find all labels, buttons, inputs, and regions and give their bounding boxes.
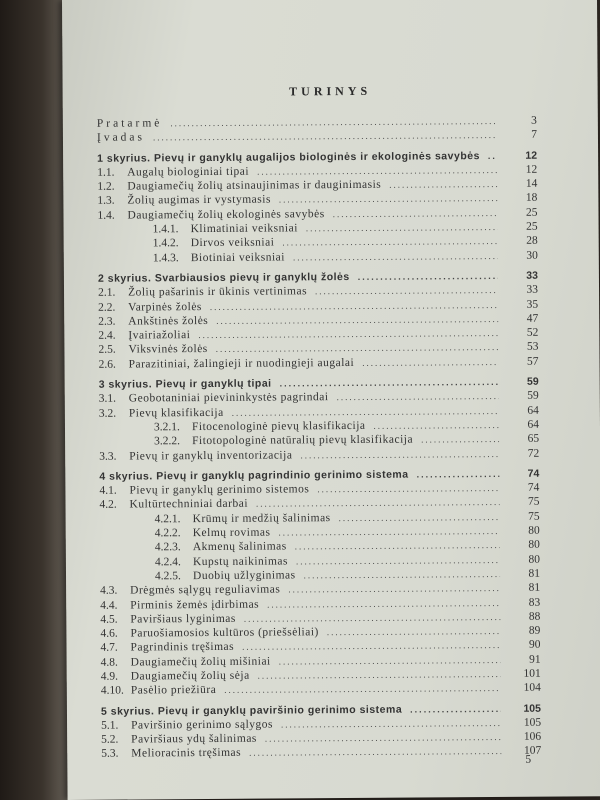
entry-number: 2.5. <box>98 344 116 357</box>
dot-leader <box>337 391 499 402</box>
entry-page: 80 <box>528 538 540 552</box>
entry-title: Įvairiažoliai <box>128 329 191 342</box>
entry-number: 1.1. <box>97 166 115 179</box>
dot-leader <box>333 208 498 219</box>
entry-title: Daugiamečių žolių atsinaujinimas ir dauginimasis <box>127 178 382 193</box>
dot-leader <box>232 406 499 418</box>
entry-number: 4.9. <box>100 670 119 683</box>
dot-leader <box>278 526 499 538</box>
dot-leader <box>216 314 498 326</box>
dot-leader <box>153 130 497 142</box>
entry-title: Pievų klasifikacija <box>128 406 224 420</box>
book-gutter <box>0 0 70 800</box>
entry-page: 59 <box>526 375 539 388</box>
toc-entry <box>99 447 539 464</box>
entry-page: 74 <box>527 467 540 480</box>
entry-page: 47 <box>526 312 539 325</box>
entry-page: 81 <box>528 567 541 580</box>
entry-page: 80 <box>528 524 540 537</box>
page-title: TURINYS <box>289 83 372 99</box>
entry-page: 64 <box>527 404 539 417</box>
dot-leader <box>421 434 499 445</box>
dot-leader <box>249 746 501 758</box>
dot-leader <box>279 655 501 667</box>
entry-page: 75 <box>528 510 540 523</box>
dot-leader <box>210 300 498 312</box>
entry-page: 65 <box>527 432 540 445</box>
entry-page: 3 <box>531 114 537 127</box>
entry-page: 101 <box>523 667 541 680</box>
dot-leader <box>281 718 501 730</box>
dot-leader <box>258 669 501 681</box>
entry-title: Geobotaniniai pievininkystės pagrindai <box>128 391 329 405</box>
entry-title: Varpinės žolės <box>128 300 202 314</box>
dot-leader <box>296 555 500 566</box>
dot-leader <box>327 626 501 637</box>
entry-page: 52 <box>526 326 539 339</box>
dot-leader <box>300 448 499 459</box>
entry-number: 4.2.3. <box>154 541 181 554</box>
entry-page: 91 <box>529 653 541 666</box>
entry-title: Įvadas <box>96 131 146 145</box>
entry-title: Pievų ir ganyklų inventorizacija <box>129 448 293 463</box>
entry-page: 12 <box>525 149 538 162</box>
table-of-contents <box>97 115 541 763</box>
dot-leader <box>280 377 499 389</box>
entry-title: Daugiamečių žolių sėja <box>130 669 250 683</box>
entry-title: Pievų ir ganyklų gerinimo sistemos <box>129 483 310 497</box>
entry-page: 53 <box>526 341 539 354</box>
entry-number: 2.1. <box>98 286 116 300</box>
entry-page: 107 <box>523 745 542 758</box>
toc-entry <box>99 355 539 372</box>
dot-leader <box>339 512 500 523</box>
entry-page: 81 <box>528 581 541 594</box>
dot-leader <box>288 583 500 594</box>
entry-title: Melioracinis tręšimas <box>131 747 242 761</box>
dot-leader <box>417 469 500 480</box>
entry-page: 14 <box>525 177 538 190</box>
entry-title: Daugiamečių žolių mišiniai <box>130 655 271 669</box>
dot-leader <box>358 271 498 282</box>
dot-leader <box>256 497 500 509</box>
dot-leader <box>293 251 498 262</box>
entry-title: Viksvinės žolės <box>128 343 208 356</box>
entry-title: Ankštinės žolės <box>128 314 209 328</box>
entry-title: Pagrindinis tręšimas <box>130 641 235 654</box>
entry-title: Dirvos veiksniai <box>190 236 275 250</box>
entry-page: 89 <box>528 624 541 637</box>
entry-page: 104 <box>523 681 541 695</box>
dot-leader <box>362 357 498 368</box>
dot-leader <box>410 704 501 715</box>
entry-number: 5.2. <box>101 733 119 746</box>
dot-leader <box>242 640 500 652</box>
dot-leader <box>216 342 499 354</box>
entry-number: 4.2.4. <box>154 555 181 568</box>
entry-number: 4.5. <box>100 613 118 626</box>
entry-page: 105 <box>523 716 542 729</box>
entry-title: Žolių pašarinis ir ūkinis vertinimas <box>128 285 308 299</box>
entry-page: 12 <box>525 163 538 176</box>
dot-leader <box>373 420 499 431</box>
page-number: 5 <box>525 753 532 766</box>
entry-title: Klimatiniai veiksniai <box>190 222 298 236</box>
entry-title: 4 skyrius. Pievų ir ganyklų pagrindinio gerinimo sistema <box>99 468 409 483</box>
toc-entry <box>98 249 538 266</box>
entry-number: 2.3. <box>98 315 116 328</box>
entry-title: Kelmų rovimas <box>192 526 271 540</box>
entry-number: 1.2. <box>97 180 115 193</box>
entry-page: 25 <box>526 220 538 233</box>
dot-leader <box>304 569 500 580</box>
entry-title: Žolių augimas ir vystymasis <box>127 194 271 208</box>
entry-page: 28 <box>526 235 538 248</box>
entry-page: 88 <box>528 610 541 623</box>
entry-title: 5 skyrius. Pievų ir ganyklų paviršinio gerinimo sistema <box>100 703 403 718</box>
entry-number: 3.3. <box>99 450 117 463</box>
entry-title: Kultūrtechniniai darbai <box>129 498 249 511</box>
dot-leader <box>389 179 497 190</box>
entry-page: 35 <box>526 298 539 311</box>
entry-number: 4.2.5. <box>154 570 181 583</box>
entry-title: Fitocenologinė pievų klasifikacija <box>191 419 366 434</box>
toc-entry <box>101 745 541 762</box>
entry-page: 25 <box>525 206 538 219</box>
entry-title: Kupstų naikinimas <box>192 555 289 568</box>
entry-title: Augalų biologiniai tipai <box>127 165 250 179</box>
dot-leader <box>282 236 497 248</box>
dot-leader <box>265 732 501 744</box>
entry-number: 4.4. <box>100 599 118 612</box>
toc-entry <box>97 129 537 146</box>
dot-leader <box>488 151 497 161</box>
dot-leader <box>257 165 497 177</box>
entry-number: 2.6. <box>98 358 116 371</box>
entry-number: 1.4. <box>97 209 115 222</box>
entry-number: 4.2. <box>99 499 117 512</box>
entry-title: 2 skyrius. Svarbiausios pievų ir ganyklų žolės <box>97 270 350 285</box>
entry-number: 5.3. <box>101 748 119 761</box>
entry-number: 4.2.2. <box>154 527 181 540</box>
entry-title: Daugiamečių žolių ekologinės savybės <box>127 207 325 222</box>
entry-title: Biotiniai veiksniai <box>190 251 285 264</box>
entry-page: 83 <box>528 596 541 609</box>
entry-number: 4.7. <box>100 642 118 655</box>
entry-page: 105 <box>523 702 541 715</box>
entry-page: 90 <box>528 639 541 652</box>
entry-title: Pratarmė <box>96 117 163 130</box>
entry-page: 74 <box>527 481 540 494</box>
dot-leader <box>279 193 498 205</box>
entry-number: 1.4.2. <box>152 237 179 250</box>
entry-number: 2.2. <box>98 301 116 314</box>
entry-title: 3 skyrius. Pievų ir ganyklų tipai <box>98 377 272 391</box>
entry-page: 80 <box>528 553 540 566</box>
entry-number: 4.1. <box>99 484 117 497</box>
entry-page: 33 <box>526 283 539 297</box>
entry-page: 33 <box>526 269 538 282</box>
entry-number: 2.4. <box>98 329 116 342</box>
book-page <box>62 0 600 800</box>
dot-leader <box>198 328 498 340</box>
entry-page: 7 <box>531 128 537 142</box>
entry-title: Drėgmės sąlygų reguliavimas <box>130 583 281 597</box>
entry-title: Duobių užlyginimas <box>192 569 296 583</box>
entry-title: Paruošiamosios kultūros (priešsėliai) <box>130 626 319 640</box>
entry-page: 57 <box>526 355 539 368</box>
entry-title: Paviršiaus ydų šalinimas <box>131 732 257 746</box>
dot-leader <box>306 222 498 233</box>
entry-title: Parazitiniai, žalingieji ir nuodingieji augalai <box>128 356 355 371</box>
entry-title: Paviršinio gerinimo sąlygos <box>131 718 274 732</box>
entry-number: 3.2.2. <box>154 435 181 448</box>
entry-title: Fitotopologinė natūralių pievų klasifikacija <box>192 433 414 448</box>
entry-title: 1 skyrius. Pievų ir ganyklų augalijos biologinės ir ekologinės savybės <box>97 149 480 165</box>
entry-page: 64 <box>527 418 540 431</box>
entry-page: 75 <box>527 496 540 509</box>
entry-page: 30 <box>526 249 538 262</box>
entry-number: 4.6. <box>100 627 118 640</box>
entry-number: 5.1. <box>101 719 119 732</box>
dot-leader <box>170 116 497 128</box>
entry-number: 4.2.1. <box>154 512 181 526</box>
entry-page: 59 <box>527 390 539 403</box>
entry-title: Akmenų šalinimas <box>192 540 287 554</box>
entry-number: 3.2.1. <box>153 421 180 434</box>
entry-number: 1.4.1. <box>152 223 179 236</box>
dot-leader <box>315 285 498 296</box>
entry-title: Pirminis žemės įdirbimas <box>130 598 260 612</box>
dot-leader <box>244 612 501 624</box>
entry-number: 3.2. <box>98 407 117 420</box>
entry-number: 4.8. <box>100 656 118 669</box>
entry-page: 18 <box>525 192 538 205</box>
entry-title: Paviršiaus lyginimas <box>130 612 236 626</box>
dot-leader <box>267 597 500 609</box>
dot-leader <box>295 540 500 551</box>
entry-page: 106 <box>523 730 542 743</box>
dot-leader <box>224 683 501 695</box>
dot-leader <box>317 483 499 494</box>
entry-title: Pasėlio priežiūra <box>130 684 217 697</box>
entry-number: 1.4.3. <box>152 251 179 265</box>
entry-title: Krūmų ir medžių šalinimas <box>192 511 331 525</box>
entry-number: 4.3. <box>100 584 118 597</box>
entry-page: 72 <box>527 447 540 460</box>
entry-number: 4.10. <box>100 684 124 698</box>
entry-number: 3.1. <box>98 392 117 406</box>
toc-entry <box>101 682 541 699</box>
entry-number: 1.3. <box>97 195 115 208</box>
